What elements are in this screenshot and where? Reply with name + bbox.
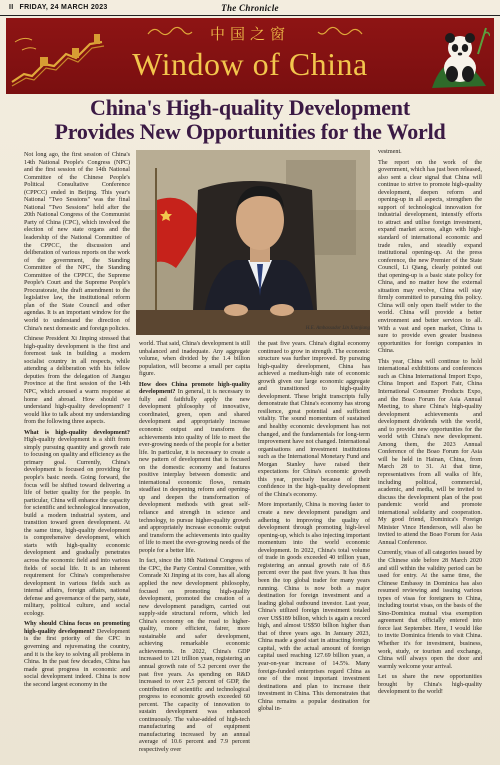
paragraph: The report on the work of the government, which has just been released, also sent a clear signal that China will continue to strive to promote high-quality development, deepen reform and opening-up in all aspects, strengthen the support of technological innovation for industrial development, intensify efforts to attract and utilise foreign investment, expand market access, align with high-standard of international economic and trade rules, and steadily expand institutional opening-up. At the press conference, the new Premier of the State Council, Li Qiang, clearly pointed out that opening-up is a basic state policy for China, and no matter how the external situation may evolve, China will stay firmly committed to pursuing this policy. China will only open itself wider to the world. China will provide a better environment and better services to all. With a vast and open market, China is sure to provide even greater business opportunities for foreign companies in China. (378, 159, 482, 355)
headline-line-2: Provides New Opportunities for the World (54, 119, 446, 144)
article-column-1 (24, 152, 130, 759)
banner-title: Window of China (132, 46, 368, 82)
paragraph-text: High-quality development is a shift from simply pursuing quantity and growth rate to focusing on quality and efficiency as the primary goal. Currently, China's development is focused on providing for people's basic needs. Going forward, the focus will be shifted toward delivering a life of better quality for the people. In particular, China will enhance the capacity for scientific and technological innovation, build a modern industrial system, and transition toward green development. At the same time, high-quality development is comprehensive development, which starts with high-quality economic development and gradually penetrates across the economic field and into various fields of social life. It is an inherent requirement for China's comprehensive development in various fields such as internal affairs, foreign affairs, national defense and governance of the party, state, military, political culture, and social ecology. (24, 437, 130, 617)
page-date: FRIDAY, 24 MARCH 2023 (19, 4, 108, 11)
article-column-2 (139, 341, 250, 759)
article-headline (20, 96, 480, 144)
cloud-ornament-right (316, 24, 364, 40)
chinese-title: 中国之窗 (209, 25, 290, 43)
paragraph-text: Development is the first priority of the CPC in governing and rejuvenating the country, and it is the key to solving all problems in China. In the past few decades, China has made great progress in economic and social development indeed. China is now the second largest economy in the (24, 628, 130, 688)
photo-caption: H.E. Ambassador Lin Xianjiang (305, 326, 370, 331)
masthead: The Chronicle (221, 2, 279, 13)
article-column-3 (258, 341, 370, 759)
cloud-ornament-left (146, 24, 194, 40)
paragraph: More importantly, China is moving faster to create a new development paradigm and adhering to improving the quality of development through promoting high-level opening-up, which is also injecting important momentum into the world economic development. In 2022, China's total volume of trade in goods exceeded 40 trillion yuan, registering an annual growth rate of 8.6 percent over the past five years. It has thus been the top global trader for many years running. China is now both a major destination for foreign investment and a leading global outbound investor. Last year, China's utilized foreign investment totaled over US$189 billion, which is again a record high, and almost US$50 billion higher than that of three years ago. In January 2023, China made a good start in attracting foreign capital, with the actual amount of foreign capital used reaching 127.69 billion yuan, a year-on-year increase of 14.5%. Many foreign-funded enterprises regard China as one of the most important investment destinations and plan to increase their investment in China. This demonstrates that China remains a popular destination for global in- (258, 502, 370, 713)
paragraph: the past five years. China's digital economy continued to grow in strength. The economic structure was further improved. By pursuing high-quality development, China has achieved a medium-high rate of economic growth given our large economic aggregate and transitioned to high-quality development. These bright transcripts fully demonstrate that China's economy has strong resilience, great potential and sufficient vitality. The sound momentum of sustained and healthy economic development has not changed, and the fundamentals for long-term improvement have not changed. International organisations and investment institutions such as the International Monetary Fund and Morgan Stanley have raised their expectations for China's economic growth this year, precisely because of their confidence in the high-quality development of the China's economy. (258, 341, 370, 498)
paragraph: This year, China will continue to hold international exhibitions and conferences such as China International Import Expo, China Import and Export Fair, China International Consumer Products Expo, and the Boao Forum for Asia Annual Meeting, to share China's high-quality development achievements and development dividends with the world, and to provide new opportunities for the world with China's new development. Among them, the 2023 Annual Conference of the Boao Forum for Asia will be held in Hainan, China, from March 28 to 31. At that time, representatives from all walks of life, including political, commercial, academic, and media, will be invited to discuss the development plan of the post pandemic world and promote international solidarity and cooperation. My good friend, Dominica's Foreign Minister Vince Henderson, will also be invited to attend the Boao Forum for Asia Annual Conference. (378, 358, 482, 546)
paragraph: vestment. (378, 149, 402, 155)
paragraph: Not long ago, the first session of China's 14th National People's Congress (NPC) and the first session of the 14th National Committee of the Chinese People's Political Consultative Conference (CPPCC) ended in Beijing. This year's National "Two Sessions" was the final National "Two Sessions" held after the 20th National Congress of the Communist Party of China (CPC), which involved the election of new state organs and the leadership of the National Committee of the CPPCC, the discussion and deliberation of various reports on the work of the government, the Standing Committee of the NPC, the Standing Committee of the CPPCC, the Supreme People's Court and the Supreme People's Procuratorate, the draft amendment to the legislative law, the institutional reform plan of the State Council and other agendas. It is an important window for the world to understand the direction of China's next domestic and foreign policies. (24, 152, 130, 332)
subheading: Why should China focus on promoting high-quality development? (24, 621, 130, 635)
article-column-4 (378, 149, 482, 759)
paragraph (139, 382, 250, 556)
paragraph: world. That said, China's development is still unbalanced and inadequate. Any aggregate volume, when divided by the 1.4 billion population, will become a small per capita figure. (139, 341, 250, 378)
panda-icon (430, 24, 490, 90)
subheading: What is high-quality development? (24, 429, 130, 436)
page-number: II (9, 4, 14, 11)
paragraph-text: In general, it is necessary to fully and faithfully apply the new development philosophy of innovative, coordinated, green, open and shared development and appropriately increase economic output and transform the achievements into quality of life to meet the ever-growing needs of the people for a better life. In particular, it is necessary to create a new pattern of development that is focused on the domestic economy and features positive interplay between domestic and international economic flows, remain steadfast in deepening reform and opening-up and deepen the transformation of development methods with great self-reliance and strength in science and technology, to pursue higher-quality growth and appropriately increase economic output and transform the achievements into quality of life to meet the ever-growing needs of the people for a better life. (139, 389, 250, 554)
subheading: How does China promote high-quality development? (139, 381, 250, 396)
paragraph: Let us share the new opportunities brought by China's high-quality development to the world! (378, 674, 482, 696)
paragraph (24, 430, 130, 619)
ambassador-photo (136, 150, 370, 335)
window-of-china-banner (6, 18, 494, 94)
ambassador-photo-illustration (136, 150, 370, 335)
paragraph: Chinese President Xi Jinping stressed that high-quality development is the first and foremost task in building a modern socialist country in all respects, while attending a deliberation with his fellow deputies from the delegation of Jiangsu Province at the first session of the 14th NPC, which aroused a warm response at home and abroad. How should we understand high-quality development? I would like to talk about my understanding from the following three aspects. (24, 336, 130, 426)
headline-line-1: China's High-quality Development (90, 95, 410, 120)
page-header-bar (0, 0, 500, 16)
paragraph (24, 621, 130, 689)
paragraph: Currently, visas of all categories issued by the Chinese side before 28 March 2020 and still within the validity period can be used for entry. At the same time, the Chinese Embassy in Dominica has also resumed reviewing and issuing various types of visas for foreigners to China, including tourist visas, on the basis of the Sino-Dominica mutual visa exemption agreement that officially entered into force last September. Here, I would like to invite Dominica friends to visit China. Whether it's for investment, business, work, study, or tourism and exchange, China will always open the door and warmly welcome your arrival. (378, 550, 482, 670)
paragraph: In fact, since the 18th National Congress of the CPC, the Party Central Committee, with Comrade Xi Jinping at its core, has all along applied the new development philosophy, focused on promoting high-quality development, promoted the creation of a new development paradigm, carried out supply-side structural reform, which led China's economy on the road to higher-quality, more efficient, fairer, more sustainable and safer development, achieving remarkable economic achievements. In 2022, China's GDP increased to 121 trillion yuan, registering an annual growth rate of 5.2 percent over the past five years. As spending on R&D increased to over 2.5 percent of GDP, the contribution of scientific and technological progress to economic growth exceeded 60 percent. The capacity of innovation to sustain development was enhanced continuously. The value-added of high-tech manufacturing and of equipment manufacturing increased by an annual average of 10.6 percent and 7.9 percent respectively over (139, 558, 250, 753)
